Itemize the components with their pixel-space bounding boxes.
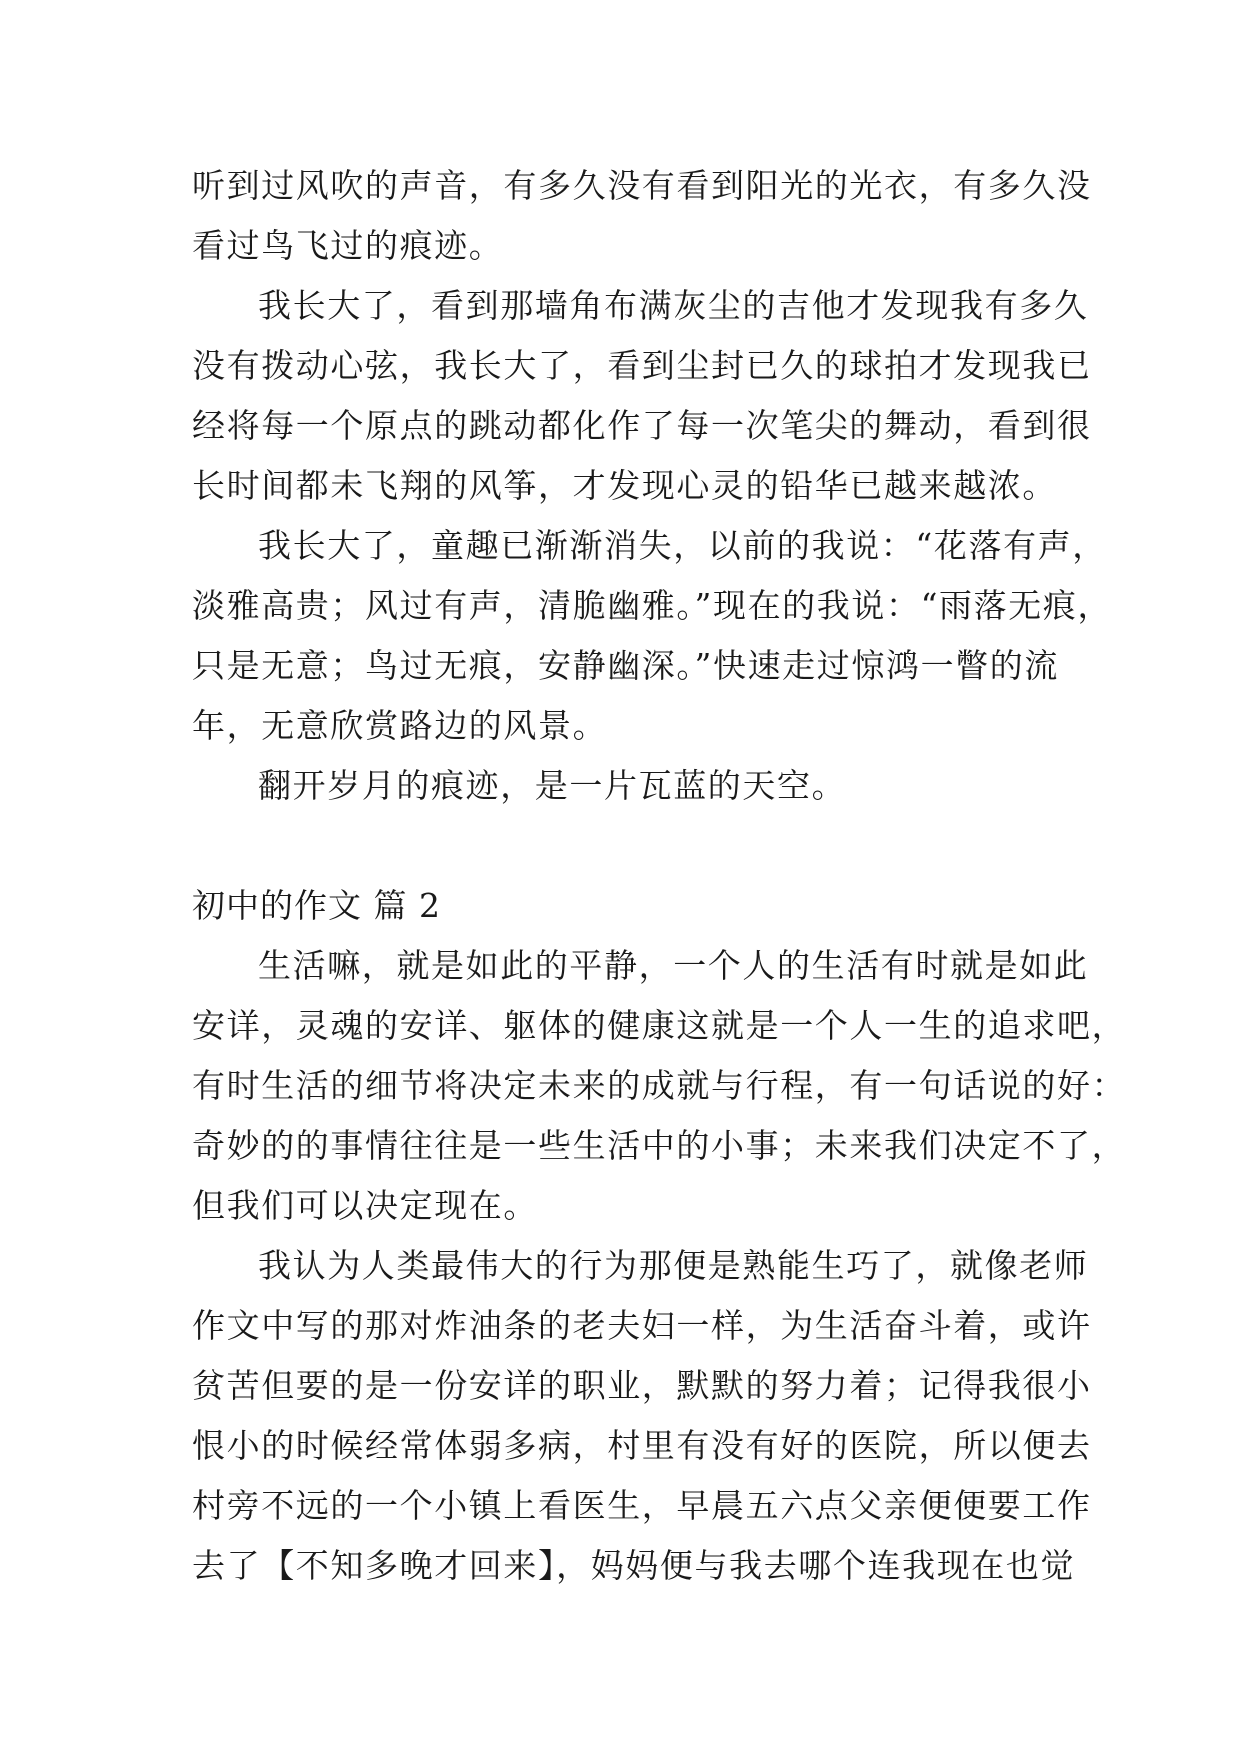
paragraph-line: 村旁不远的一个小镇上看医生，早晨五六点父亲便便要工作 — [192, 1486, 1092, 1525]
paragraph-line: 年，无意欣赏路边的风景。 — [192, 706, 608, 745]
paragraph-line: 看过鸟飞过的痕迹。 — [192, 226, 504, 265]
paragraph-line: 经将每一个原点的跳动都化作了每一次笔尖的舞动，看到很 — [192, 406, 1092, 445]
paragraph-line: 只是无意；鸟过无痕，安静幽深。”快速走过惊鸿一瞥的流 — [192, 646, 1059, 685]
paragraph-line: 但我们可以决定现在。 — [192, 1186, 538, 1225]
paragraph-line: 有时生活的细节将决定未来的成就与行程，有一句话说的好： — [192, 1066, 1127, 1105]
paragraph-line: 生活嘛，就是如此的平静，一个人的生活有时就是如此 — [258, 946, 1089, 985]
paragraph-line: 贫苦但要的是一份安详的职业，默默的努力着；记得我很小 — [192, 1366, 1092, 1405]
paragraph-line: 安详，灵魂的安详、躯体的健康这就是一个人一生的追求吧， — [192, 1006, 1127, 1045]
paragraph-line: 我长大了，童趣已渐渐消失，以前的我说：“花落有声， — [258, 526, 1107, 565]
paragraph-line: 听到过风吹的声音，有多久没有看到阳光的光衣，有多久没 — [192, 166, 1092, 205]
paragraph-line: 奇妙的的事情往往是一些生活中的小事；未来我们决定不了， — [192, 1126, 1127, 1165]
paragraph-line: 淡雅高贵；风过有声，清脆幽雅。”现在的我说：“雨落无痕， — [192, 586, 1113, 625]
paragraph-line: 恨小的时候经常体弱多病，村里有没有好的医院，所以便去 — [192, 1426, 1092, 1465]
paragraph-line: 没有拨动心弦，我长大了，看到尘封已久的球拍才发现我已 — [192, 346, 1092, 385]
paragraph-line: 翻开岁月的痕迹，是一片瓦蓝的天空。 — [258, 766, 847, 805]
paragraph-line: 我认为人类最伟大的行为那便是熟能生巧了，就像老师 — [258, 1246, 1089, 1285]
paragraph-line: 作文中写的那对炸油条的老夫妇一样，为生活奋斗着，或许 — [192, 1306, 1092, 1345]
paragraph-line: 长时间都未飞翔的风筝，才发现心灵的铅华已越来越浓。 — [192, 466, 1057, 505]
paragraph-line: 我长大了，看到那墙角布满灰尘的吉他才发现我有多久 — [258, 286, 1089, 325]
paragraph-line: 去了【不知多晚才回来】，妈妈便与我去哪个连我现在也觉 — [192, 1546, 1076, 1585]
section-heading: 初中的作文 篇 2 — [192, 886, 441, 925]
